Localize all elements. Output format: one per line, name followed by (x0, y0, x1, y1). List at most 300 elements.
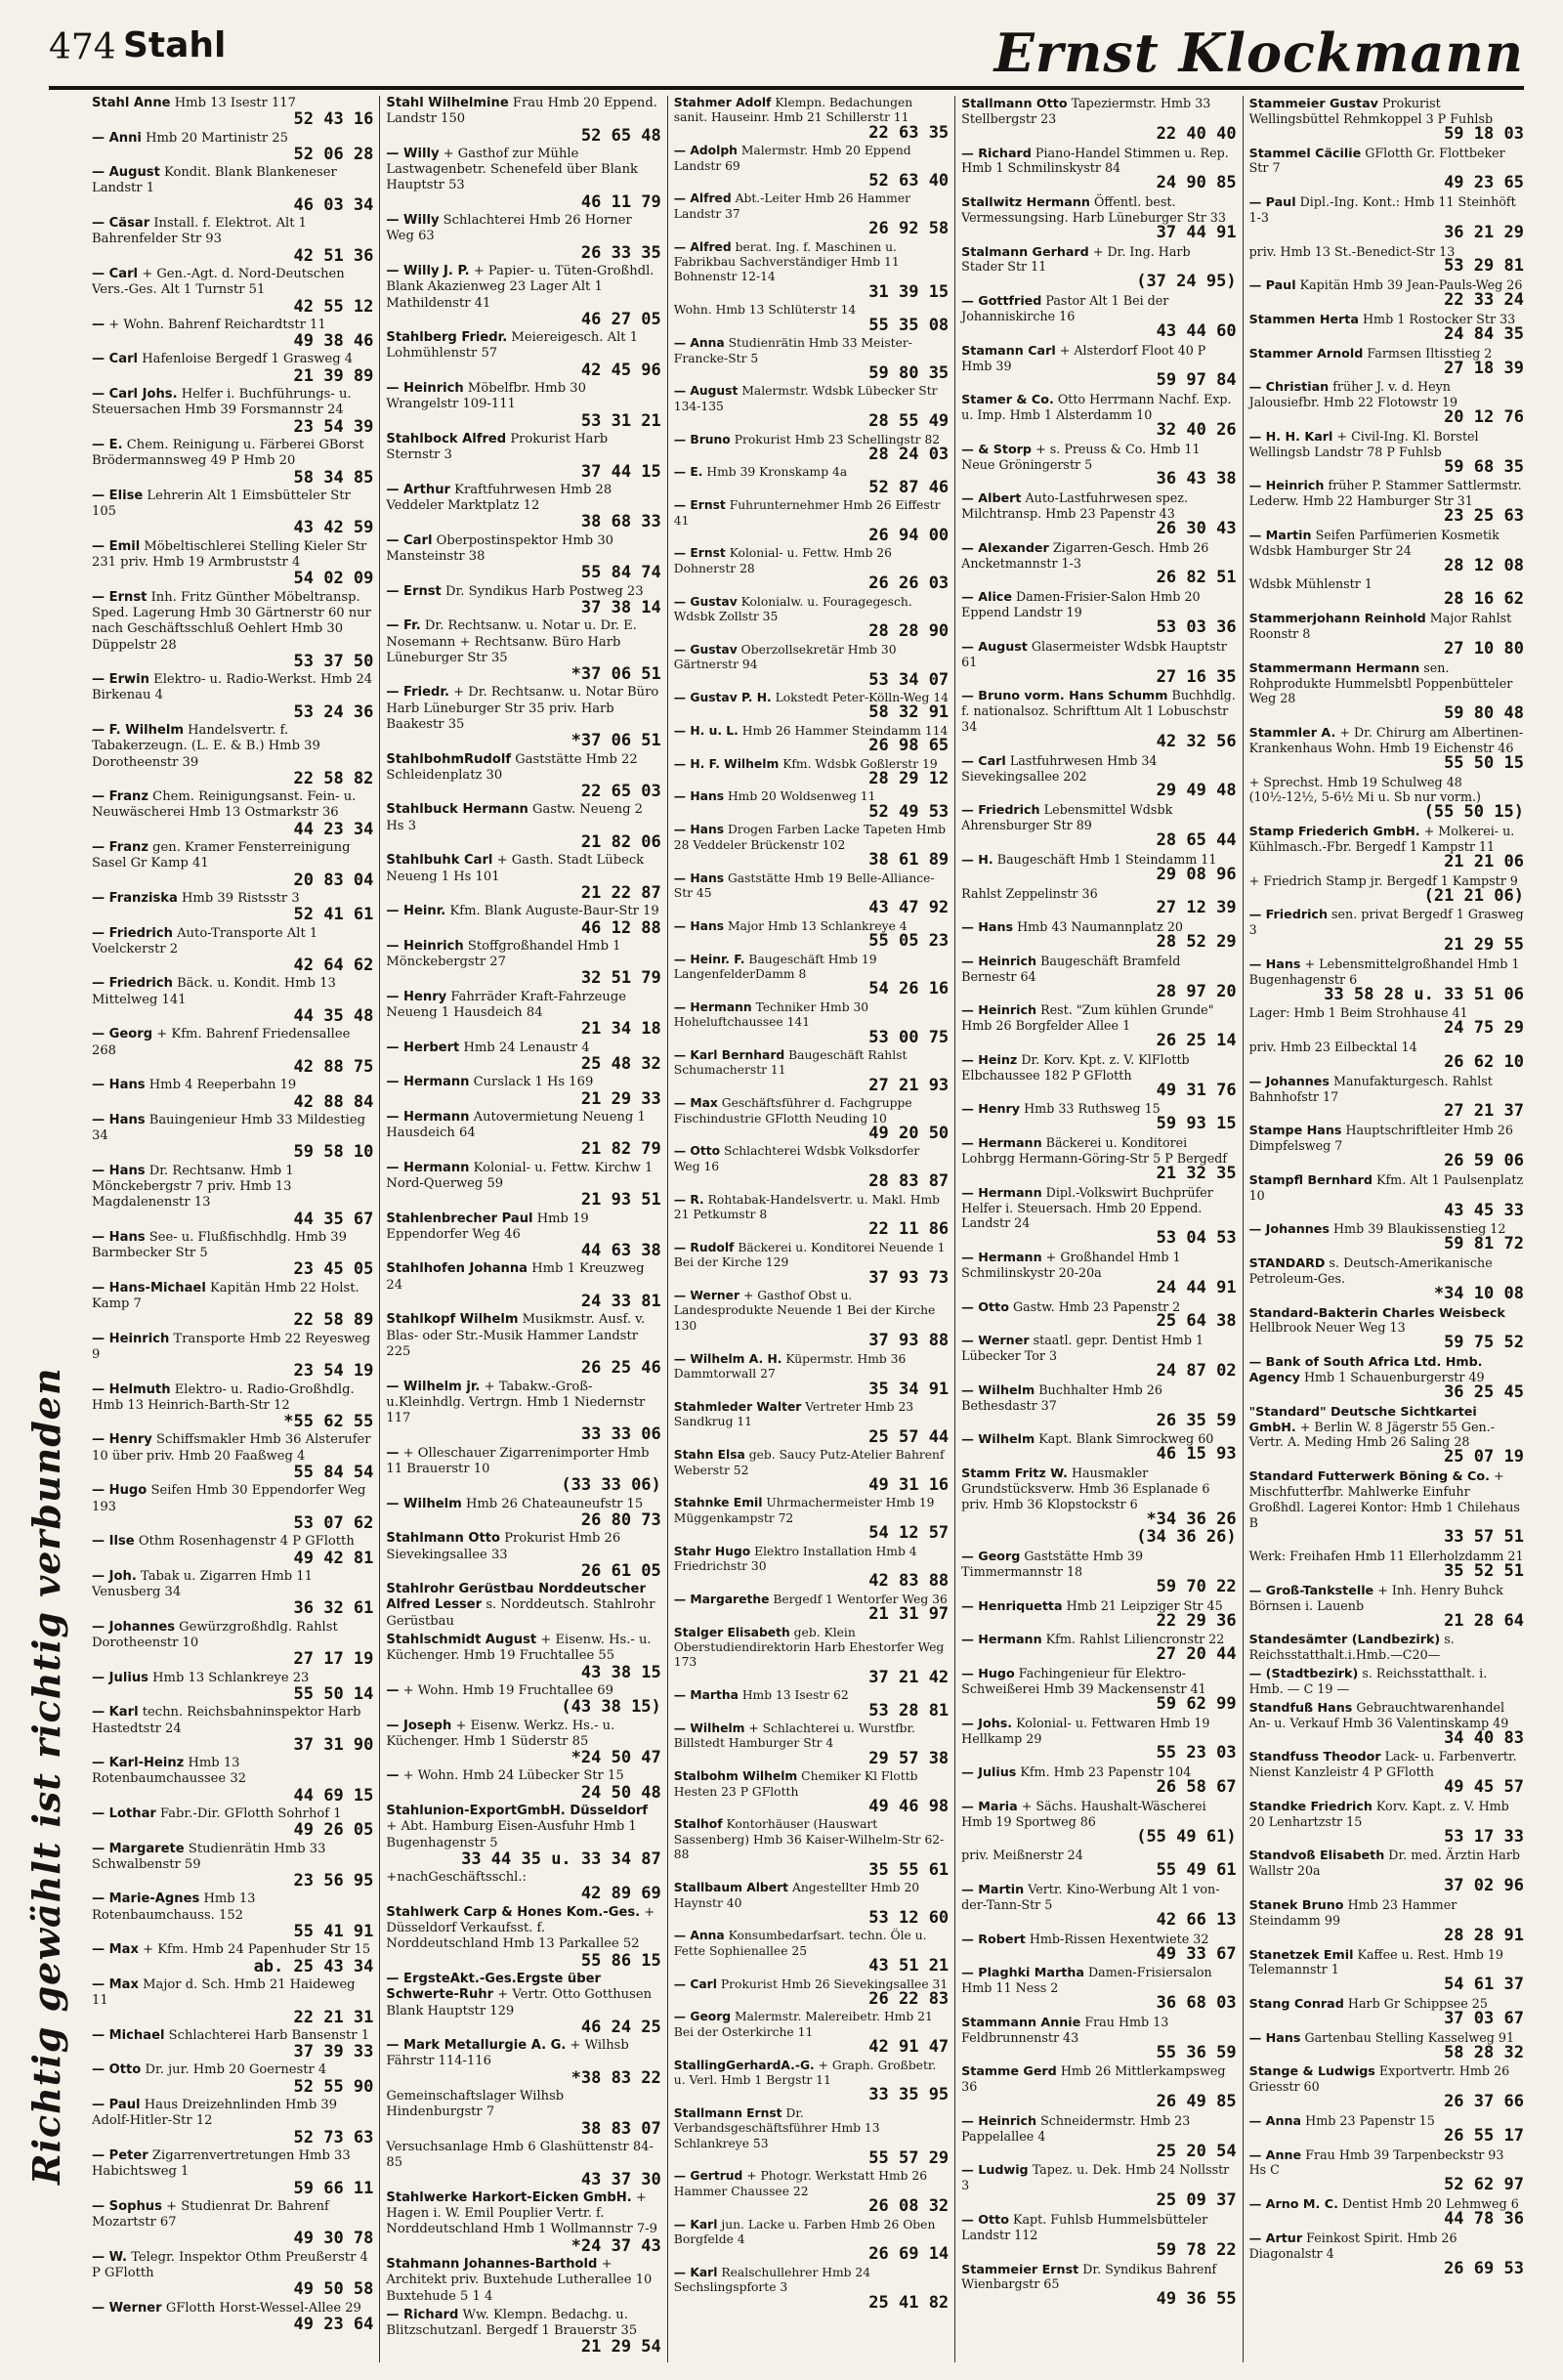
entry-name: — Hans (1248, 2029, 1301, 2045)
entry-name: — Gottfried (961, 293, 1042, 309)
entry-name: — Wilhelm (386, 1496, 462, 1511)
entry-phone: 21 34 18 (580, 1019, 661, 1040)
entry-name: StallingGerhardA.-G. (673, 2058, 815, 2072)
entry-name: — Willy J. P. (386, 263, 470, 278)
entry-name: — Hugo (961, 1666, 1015, 1681)
directory-entry (92, 1569, 373, 1617)
entry-phone: 26 61 05 (580, 1560, 661, 1581)
entry-name: — H. u. L. (673, 723, 739, 738)
entry-phone: 22 63 35 (868, 122, 950, 143)
directory-entry (674, 919, 949, 950)
entry-phone: 37 38 14 (580, 597, 661, 617)
entry-details: s. Reichsstatthalt.i.Hmb.—C20— (1248, 1632, 1455, 1663)
entry-details: Kapt. Blank Simrockweg 60 (1038, 1431, 1214, 1447)
entry-name: — Hermann (961, 1135, 1042, 1151)
entry-details: Bäckerei u. Konditorei Neuende 1 Bei der Kirche 129 (673, 1240, 946, 1270)
entry-name: — Michael (92, 2027, 165, 2043)
entry-details: + Alsterdorf Floot 40 P Hmb 39 (961, 342, 1206, 373)
directory-entry (961, 1764, 1236, 1796)
entry-details: Kapitän Hmb 39 Jean-Pauls-Weg 26 (1299, 277, 1523, 293)
entry-phone: 24 33 81 (580, 1292, 661, 1312)
entry-details: Dr. Syndikus Harb Postweg 23 (445, 583, 644, 599)
entry-details: Othm Rosenhagenstr 4 P GFlotth (138, 1534, 355, 1550)
directory-entry (1249, 244, 1524, 276)
entry-phone: 53 28 81 (868, 1700, 950, 1721)
entry-phone: 49 33 67 (1156, 1943, 1237, 1964)
directory-entry (386, 1497, 660, 1529)
entry-name: Stahlschmidt August (386, 1633, 537, 1648)
entry-phone: ab. 25 43 34 (253, 1956, 374, 1976)
directory-entry (92, 1891, 374, 1942)
entry-details: sen. privat Bergedf 1 Grasweg 3 (1248, 907, 1524, 938)
directory-entry (1249, 1005, 1524, 1037)
entry-details: Küpermstr. Hmb 36 Dammtorwall 27 (673, 1351, 907, 1381)
directory-entry (1249, 1897, 1524, 1944)
entry-phone: 58 32 91 (868, 702, 950, 723)
entry-details: Install. f. Elektrot. Alt 1 Bahrenfelder Str 93 (92, 216, 307, 247)
entry-phone: 46 12 88 (580, 917, 661, 938)
entry-phone: 25 48 32 (580, 1053, 661, 1074)
directory-entry (674, 1593, 949, 1623)
entry-name: — Franziska (92, 890, 178, 906)
directory-entry (961, 540, 1236, 587)
directory-entry (386, 904, 660, 936)
entry-phone: 49 38 46 (293, 331, 374, 352)
entry-name: — Carl (673, 1976, 717, 1991)
directory-entry (674, 757, 949, 787)
entry-phone: 38 61 89 (868, 850, 950, 871)
entry-name: Stahlwerke Harkort-Eicken GmbH. (386, 2189, 632, 2205)
entry-phone: *34 36 26 (1146, 1509, 1237, 1529)
entry-phone: 24 90 85 (1156, 173, 1237, 193)
entry-name: — Heinrich (961, 1002, 1037, 1018)
entry-name: — Franz (92, 840, 148, 856)
directory-entry (92, 1620, 373, 1668)
directory-entry (1249, 2147, 1524, 2194)
entry-phone: 59 75 52 (1444, 1333, 1524, 1353)
entry-details: Hmb 43 Naumannplatz 20 (1017, 919, 1183, 935)
entry-details: Kondit. Blank Blankeneser Landstr 1 (92, 165, 337, 196)
entry-name: — Werner (961, 1333, 1030, 1348)
entry-name: Stahl Wilhelmine (386, 96, 509, 110)
entry-phone: 59 58 10 (293, 1142, 374, 1163)
directory-entry (1249, 2063, 1524, 2110)
directory-entry (386, 96, 660, 144)
entry-phone: 24 50 48 (580, 1782, 661, 1803)
entry-details: Elektro Installation Hmb 4 Friedrichstr 30 (673, 1544, 917, 1573)
directory-entry (386, 2038, 660, 2086)
entry-phone: 25 20 54 (1156, 2141, 1237, 2161)
entry-name: — Friedrich (1248, 907, 1328, 922)
entry-details: + Wohn. Bahrenf Reichardtstr 11 (108, 317, 326, 332)
directory-entry (92, 1671, 373, 1703)
directory-entry (674, 595, 949, 640)
entry-name: — Karl (92, 1705, 139, 1721)
entry-name: — Richard (386, 2307, 459, 2322)
entry-phone: 49 50 58 (293, 2279, 374, 2300)
entry-details: + Lebensmittelgroßhandel Hmb 1 Bugenhagenstr 6 (1248, 956, 1520, 987)
entry-phone: 23 54 19 (293, 1361, 374, 1381)
directory-entry (1249, 1404, 1524, 1466)
entry-details: + Gasth. Stadt Lübeck Neueng 1 Hs 101 (386, 853, 645, 884)
directory-entry (92, 1027, 373, 1075)
entry-name: — Gustav (673, 642, 738, 657)
entry-phone: 20 83 04 (293, 870, 374, 890)
directory-entry (386, 381, 660, 429)
entry-name: — Emil (92, 538, 141, 554)
directory-entry (386, 213, 660, 261)
entry-details: Hmb 13 Schlankreye 23 (152, 1670, 310, 1685)
directory-entry (1249, 346, 1524, 377)
directory-entry (1249, 1583, 1524, 1630)
entry-name: — Martha (673, 1688, 739, 1703)
directory-entry (674, 1448, 949, 1493)
directory-entry (92, 2062, 373, 2095)
entry-name: — Willy (386, 213, 440, 229)
entry-phone: 37 93 73 (868, 1267, 950, 1288)
entry-phone: 52 87 46 (868, 477, 950, 497)
directory-entry (674, 953, 949, 998)
entry-phone: 44 35 67 (293, 1209, 374, 1229)
entry-details: Lack- u. Farbenvertr. Nienst Kanzleistr 4 P GFlotth (1248, 1749, 1517, 1780)
directory-entry (961, 919, 1236, 951)
entry-name: — Heinr. F. (673, 952, 745, 966)
directory-entry (1249, 1074, 1524, 1121)
entry-details: Frau Hmb 39 Tarpenbeckstr 93 Hs C (1248, 2146, 1504, 2178)
directory-entry (961, 852, 1236, 883)
entry-details: Vertreter Hmb 23 Sandkrug 11 (673, 1399, 914, 1429)
entry-phone: 26 26 03 (868, 574, 950, 594)
entry-phone: 21 22 87 (580, 882, 661, 903)
entry-details: Dentist Hmb 20 Lehmweg 6 (1341, 2196, 1519, 2212)
entry-phone: *34 10 08 (1433, 1283, 1524, 1303)
entry-name: Stalhof (673, 1817, 723, 1832)
entry-name: Stang Conrad (1248, 1996, 1344, 2012)
directory-entry (1249, 1172, 1524, 1219)
entry-name: — Gustav (673, 594, 738, 609)
entry-phone: *24 37 43 (570, 2235, 661, 2256)
entry-name: — Alfred (673, 191, 732, 206)
directory-entry (673, 191, 950, 239)
entry-name: — August (673, 384, 739, 399)
directory-entry (673, 2010, 950, 2058)
directory-entry (1249, 2030, 1524, 2061)
entry-name: Stalmann Gerhard (961, 243, 1089, 259)
entry-name: — Hugo (92, 1483, 148, 1499)
entry-name: — Henry (961, 1101, 1021, 1117)
entry-details: Chem. Reinigungsanst. Fein- u. Neuwäscherei Hmb 13 Ostmarkstr 36 (92, 789, 357, 821)
entry-name: — Hermann (386, 1109, 470, 1125)
entry-details: + Molkerei- u. Kühlmasch.-Fbr. Bergedf 1 Kampstr 11 (1248, 824, 1515, 854)
entry-name: — Wilhelm (673, 1721, 745, 1736)
entry-name: — Lothar (92, 1806, 156, 1821)
entry-phone: 33 57 51 (1444, 1527, 1524, 1548)
directory-entry (386, 1161, 660, 1209)
entry-name: — Max (92, 1942, 139, 1958)
entry-details: Meiereigesch. Alt 1 Lohmühlenstr 57 (386, 330, 639, 361)
directory-entry (674, 144, 949, 189)
entry-name: — Heinrich (92, 1331, 170, 1346)
entry-details: priv. Hmb 13 St.-Benedict-Str 13 (1248, 243, 1456, 259)
entry-phone: 55 57 29 (868, 2148, 950, 2168)
entry-name: Standke Friedrich (1248, 1798, 1373, 1813)
entry-details: Autovermietung Neueng 1 Hausdeich 64 (386, 1109, 646, 1141)
entry-name: — Carl (92, 266, 139, 281)
directory-entry (961, 1598, 1236, 1630)
entry-details: Hmb 26 Hammer Steindamm 114 (741, 723, 949, 738)
directory-entry (1249, 1947, 1524, 1994)
entry-details: Kontorhäuser (Hauswart Sassenberg) Hmb 36 Kaiser-Wilhelm-Str 62-88 (673, 1817, 945, 1862)
entry-phone: 28 52 29 (1156, 932, 1237, 953)
directory-column-3 (667, 96, 954, 2362)
entry-details: Kolonialw. u. Fouragegesch. Wdsbk Zollstr 35 (673, 594, 912, 623)
entry-phone: 35 55 61 (868, 1859, 950, 1880)
directory-entry (1249, 1123, 1524, 1169)
entry-details: Bäck. u. Kondit. Hmb 13 Mittelweg 141 (92, 976, 336, 1007)
directory-entry (1249, 429, 1524, 476)
entry-details: Baugeschäft Hmb 19 LangenfelderDamm 8 (673, 952, 877, 981)
entry-name: — & Storp (961, 441, 1033, 456)
directory-entry (674, 1977, 949, 2008)
entry-details: Schlachterei Hmb 26 Horner Weg 63 (386, 213, 632, 244)
entry-name: — E. (673, 465, 703, 480)
entry-name: — Arthur (386, 482, 450, 497)
directory-entry (961, 1466, 1236, 1527)
entry-phone: 42 66 13 (1156, 1909, 1237, 1930)
directory-entry (673, 2169, 950, 2217)
entry-name: — W. (92, 2249, 128, 2265)
entry-name: — Paul (1248, 277, 1296, 293)
directory-entry (386, 2308, 660, 2356)
entry-name: Stahmer Adolf (673, 96, 772, 109)
directory-entry (92, 2098, 373, 2146)
directory-entry (386, 1633, 660, 1680)
entry-details: Oberzollsekretär Hmb 30 Gärtnerstr 94 (673, 642, 897, 672)
entry-phone: 44 69 15 (293, 1785, 374, 1806)
directory-entry (673, 384, 950, 432)
directory-entry (92, 1113, 373, 1161)
entry-details: Schiffsmakler Hmb 36 Alsterufer 10 über priv. Hmb 20 Faaßweg 4 (92, 1432, 371, 1464)
directory-entry (92, 96, 373, 128)
directory-entry (961, 1382, 1236, 1429)
entry-phone: 55 50 14 (293, 1683, 374, 1704)
entry-name: — Gertrud (673, 2169, 743, 2184)
entry-name: Stamer & Co. (961, 392, 1054, 407)
entry-details: Hmb 23 Hammer Steindamm 99 (1248, 1896, 1457, 1928)
directory-entry (961, 1932, 1236, 1963)
entry-details: + Tabakw.-Groß-u.Kleinhdlg. Vertrgn. Hmb 1 Niedernstr 117 (386, 1379, 646, 1426)
directory-entry (92, 1705, 373, 1753)
entry-name: — Peter (92, 2147, 148, 2163)
directory-entry (1249, 379, 1524, 426)
section-heading: Stahl (123, 25, 227, 65)
entry-details: Hmb 24 Lenaustr 4 (463, 1040, 590, 1055)
directory-entry (674, 1352, 949, 1397)
directory-entry (386, 1446, 660, 1494)
directory-entry (961, 2015, 1236, 2061)
entry-details: Lager: Hmb 1 Beim Strohhause 41 (1248, 1005, 1468, 1021)
entry-phone: 49 31 76 (1156, 1080, 1237, 1100)
directory-entry (92, 2148, 373, 2196)
entry-name: — (Stadtbezirk) (1248, 1666, 1359, 1681)
entry-phone: 35 34 91 (868, 1379, 950, 1399)
entry-details: Prokurist Wellingsbüttel Rehmkoppel 3 P Fuhlsb (1248, 96, 1494, 126)
entry-phone: 43 47 92 (868, 898, 950, 918)
entry-name: — H. F. Wilhelm (673, 756, 780, 771)
entry-phone: 46 27 05 (580, 309, 661, 329)
entry-details: s. Reichsstatthalt. i. Hmb. — C 19 — (1248, 1666, 1488, 1696)
directory-entry (92, 318, 373, 350)
entry-details: + Dr. Chirurg am Albertinen-Krankenhaus Wohn. Hmb 19 Eichenstr 46 (1248, 725, 1524, 755)
entry-details: Hmb 21 Leipziger Str 45 (1066, 1597, 1223, 1613)
entry-phone: 37 31 90 (293, 1734, 374, 1755)
entry-details: Chemiker Kl Flottb Hesten 23 P GFlotth (673, 1769, 918, 1799)
entry-phone: 28 83 87 (868, 1171, 950, 1192)
directory-entry (1249, 907, 1524, 954)
directory-entry (674, 1400, 949, 1445)
directory-entry (386, 1768, 660, 1801)
entry-phone: 26 37 66 (1444, 2092, 1524, 2112)
page-header (49, 21, 1524, 94)
entry-details: Kapt. Fuhlsb Hummelsbütteler Landstr 112 (961, 2212, 1208, 2242)
entry-details: Gastw. Hmb 23 Papenstr 2 (1012, 1298, 1181, 1314)
entry-details: + Abt. Hamburg Eisen-Ausfuhr Hmb 1 Bugenhagenstr 5 (386, 1819, 637, 1850)
entry-details: Möbelfbr. Hmb 30 Wrangelstr 109-111 (386, 381, 586, 412)
entry-details: Geschäftsführer d. Fachgruppe Fischindustrie GFlotth Neuding 10 (673, 1096, 912, 1126)
entry-details: Werk: Freihafen Hmb 11 Ellerholzdamm 21 (1248, 1549, 1524, 1564)
directory-entry (92, 976, 374, 1027)
entry-phone: 36 68 03 (1156, 1993, 1237, 2014)
entry-phone: 27 18 39 (1444, 358, 1524, 378)
entry-details: Stoffgroßhandel Hmb 1 Mönckebergstr 27 (386, 938, 621, 970)
entry-phone: 44 78 36 (1444, 2209, 1524, 2229)
directory-entry (92, 2199, 373, 2247)
entry-phone: 53 37 50 (293, 651, 374, 671)
directory-entry (674, 1545, 949, 1590)
entry-details: Fachingenieur für Elektro-Schweißerei Hmb 39 Mackensenstr 41 (961, 1666, 1206, 1696)
entry-name: — Georg (961, 1549, 1021, 1564)
entry-name: — Rudolf (673, 1240, 735, 1254)
entry-name: — Bank of South Africa Ltd. Hmb. Agency (1248, 1354, 1483, 1384)
directory-entry (961, 954, 1236, 1000)
entry-details: s. Norddeutsch. Stahlrohr Gerüstbau (386, 1597, 655, 1629)
entry-details: + Sächs. Haushalt-Wäscherei Hmb 19 Sportweg 86 (961, 1798, 1206, 1829)
entry-phone: 59 97 84 (1156, 370, 1237, 391)
entry-name: Stahlwerk Carp & Hones Kom.-Ges. (386, 1904, 641, 1920)
entry-phone: 53 07 62 (293, 1512, 374, 1533)
directory-entry (92, 387, 373, 435)
entry-name: — Ludwig (961, 2162, 1029, 2178)
entry-phone: (43 38 15) (561, 1697, 661, 1718)
entry-name: — Alexander (961, 539, 1049, 555)
entry-name: — E. (92, 437, 123, 452)
directory-entry (1249, 1632, 1524, 1663)
entry-phone: 26 30 43 (1156, 518, 1237, 538)
entry-name: — H. (961, 851, 993, 867)
entry-details: + Gen.-Agt. d. Nord-Deutschen Vers.-Ges. Alt 1 Turnstr 51 (92, 266, 345, 298)
entry-name: Stammler A. (1248, 725, 1336, 741)
entry-details: Hmb 13 Isestr 117 (174, 96, 296, 110)
directory-entry (92, 926, 373, 974)
entry-name: — Henry (386, 989, 447, 1004)
entry-details: Klempn. Bedachungen sanit. Hauseinr. Hmb 21 Schillerstr 11 (673, 96, 913, 125)
directory-entry (386, 2190, 660, 2254)
directory-entry (386, 853, 660, 901)
entry-name: — Paul (92, 2098, 141, 2113)
entry-phone: 26 25 14 (1156, 1031, 1237, 1051)
directory-entry (961, 2063, 1236, 2110)
directory-entry (92, 352, 373, 384)
entry-name: — Ernst (92, 589, 148, 605)
entry-name: — Hans (92, 1229, 146, 1245)
entry-name: — Anna (673, 1929, 725, 1943)
directory-entry (1249, 1255, 1524, 1302)
entry-name: — Martin (961, 1882, 1025, 1897)
entry-phone: 53 04 53 (1156, 1228, 1237, 1249)
directory-entry (92, 891, 373, 923)
entry-details: Otto Herrmann Nachf. Exp. u. Imp. Hmb 1 Alsterdamm 10 (961, 392, 1232, 423)
directory-entry (1249, 873, 1524, 905)
directory-entry (1249, 1549, 1524, 1580)
entry-details: Handelsvertr. f. Tabakerzeugn. (L. E. & B.) Hmb 39 Dorotheenstr 39 (92, 722, 320, 770)
directory-entry (961, 1716, 1236, 1763)
directory-column-4 (954, 96, 1242, 2362)
directory-entry (673, 823, 950, 871)
entry-details: Möbeltischlerei Stelling Kieler Str 231 priv. Hmb 19 Armbruststr 4 (92, 538, 367, 571)
directory-entry (92, 1942, 373, 1975)
entry-details: Malermstr. Malereibetr. Hmb 21 Bei der Osterkirche 11 (673, 2010, 933, 2039)
entry-name: — Erwin (92, 672, 149, 688)
entry-phone: 49 30 78 (293, 2229, 374, 2249)
entry-name: — Max (673, 1096, 718, 1111)
directory-entry (92, 131, 373, 163)
entry-phone: 21 29 54 (580, 2337, 661, 2358)
entry-name: — Hans (92, 1112, 146, 1127)
entry-details: Gebrauchtwarenhandel An- u. Verkauf Hmb 36 Valentinskamp 49 (1248, 1699, 1509, 1730)
directory-entry (1249, 146, 1524, 192)
entry-name: — Carl Johs. (92, 387, 178, 403)
entry-name: — Hans (673, 918, 725, 933)
entry-name: Stallmann Otto (961, 96, 1068, 110)
directory-entry (674, 1289, 949, 1349)
entry-phone: 37 21 42 (868, 1667, 950, 1687)
entry-name: — Karl (673, 2265, 718, 2279)
directory-entry (92, 1483, 373, 1531)
entry-name: — Wilhelm (961, 1431, 1035, 1447)
entry-phone: 26 58 67 (1156, 1777, 1237, 1798)
entry-details: früher P. Stammer Sattlermstr. Lederw. Hmb 22 Hamburger Str 31 (1248, 478, 1522, 509)
directory-entry (386, 483, 660, 531)
directory-entry (1249, 1700, 1524, 1747)
entry-phone: 27 21 93 (868, 1075, 950, 1095)
entry-phone: 55 86 15 (580, 1950, 661, 1971)
directory-entry (1249, 2113, 1524, 2145)
page-number: 474 (49, 27, 116, 67)
entry-name: — Friedrich (961, 802, 1040, 818)
entry-name: — Bruno vorm. Hans Schumm (961, 688, 1168, 703)
directory-entry (1249, 478, 1524, 525)
entry-details: + Düsseldorf Verkaufsst. f. Norddeutschland Hmb 13 Parkallee 52 (386, 1904, 655, 1952)
entry-name: Stahlmann Otto (386, 1531, 501, 1547)
entry-name: — August (92, 165, 160, 181)
entry-name: — Otto (961, 1298, 1009, 1314)
entry-phone: 26 69 14 (868, 2244, 950, 2265)
directory-entry (961, 1666, 1236, 1713)
entry-phone: 28 28 91 (1444, 1925, 1524, 1945)
entry-details: Dr. Rechtsanw. Hmb 1 Mönckebergstr 7 priv. Hmb 13 Magdalenenstr 13 (92, 1163, 294, 1211)
entry-name: — Julius (92, 1670, 148, 1685)
entry-phone: 52 43 16 (293, 109, 374, 130)
